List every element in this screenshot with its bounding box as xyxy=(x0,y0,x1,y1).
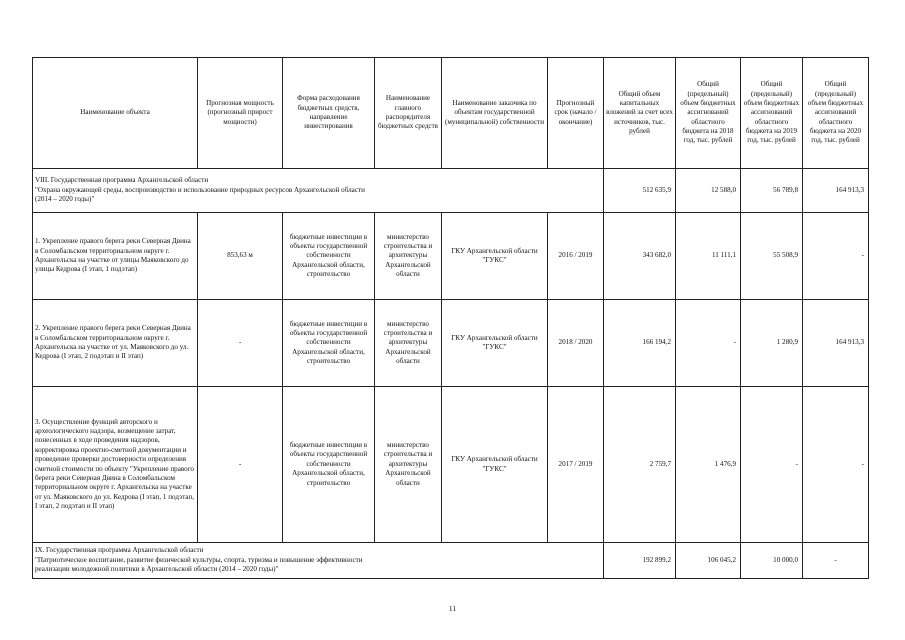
program-budget-2019: 56 789,8 xyxy=(741,169,803,213)
table-row xyxy=(33,387,869,543)
budget-2020: - xyxy=(803,387,869,543)
object-name: 1. Укрепление правого берега реки Северная Двина в Соломбальском территориальном округе г. Архангельска на участке от улицы Маяковского до улицы Кедрова (I этап, 1 подэтап) xyxy=(33,213,198,300)
object-name: 2. Укрепление правого берега реки Северная Двина в Соломбальском территориальном округе г. Архангельска на участке от ул. Маяковского до ул. Кедрова (I этап, 2 подэтап и II этап) xyxy=(33,300,198,387)
customer: ГКУ Архангельской области "ГУКС" xyxy=(442,300,548,387)
program-row xyxy=(33,543,869,579)
capacity: 853,63 м xyxy=(198,213,283,300)
program-total: 192 899,2 xyxy=(604,543,676,579)
customer: ГКУ Архангельской области "ГУКС" xyxy=(442,387,548,543)
header-term: Прогнозный срок (начало / окончание) xyxy=(548,58,604,169)
spending-form: бюджетные инвестиции в объекты государственной собственности Архангельской области, строительство xyxy=(283,387,375,543)
spending-form: бюджетные инвестиции в объекты государственной собственности Архангельской области, строительство xyxy=(283,213,375,300)
header-total-investment: Общий объем капитальных вложений за счет всех источников, тыс. рублей xyxy=(604,58,676,169)
customer: ГКУ Архангельской области "ГУКС" xyxy=(442,213,548,300)
term: 2016 / 2019 xyxy=(548,213,604,300)
table-row xyxy=(33,300,869,387)
term: 2017 / 2019 xyxy=(548,387,604,543)
budget-2019: - xyxy=(741,387,803,543)
header-object-name: Наименование объекта xyxy=(33,58,198,169)
capacity: - xyxy=(198,387,283,543)
header-customer: Наименование заказчика по объектам государственной (муниципальной) собственности xyxy=(442,58,548,169)
object-name: 3. Осуществление функций авторского и археологического надзора, возмещение затрат, понесенных в ходе проведения надзоров, корректировка проектно-сметной документации и проведение проверки достоверности определения сметной стоимости по объекту "Укрепление правого берега реки Северная Двина в Соломбальском территориальном округе г. Архангельска на участке от ул. Маяковского до ул. Кедрова (I этап, 1 подэтап, I этап, 2 подэтап и II этап) xyxy=(33,387,198,543)
budget-manager: министерство строительства и архитектуры Архангельской области xyxy=(375,387,442,543)
program-title-line: "Патриотическое воспитание, развитие физической культуры, спорта, туризма и повышение эффективности xyxy=(35,555,363,564)
program-title-line: (2014 – 2020 годы)" xyxy=(35,195,95,204)
header-budget-2018: Общий (предельный) объем бюджетных ассигнований областного бюджета на 2018 год, тыс. рублей xyxy=(676,58,741,169)
header-spending-form: Форма расходования бюджетных средств, направление инвестирования xyxy=(283,58,375,169)
capital-investment-table xyxy=(32,57,869,579)
program-budget-2019: 10 000,0 xyxy=(741,543,803,579)
budget-manager: министерство строительства и архитектуры Архангельской области xyxy=(375,300,442,387)
page-number: 11 xyxy=(448,604,457,613)
program-budget-2020: - xyxy=(803,543,869,579)
header-capacity: Прогнозная мощность (прогнозный прирост мощности) xyxy=(198,58,283,169)
total-investment: 343 682,0 xyxy=(604,213,676,300)
program-budget-2020: 164 913,3 xyxy=(803,169,869,213)
program-budget-2018: 106 045,2 xyxy=(676,543,741,579)
program-row xyxy=(33,169,869,213)
table-header-row xyxy=(33,58,869,169)
program-title xyxy=(33,169,604,213)
program-title-line: "Охрана окружающей среды, воспроизводство и использование природных ресурсов Архангельской области xyxy=(35,185,365,194)
budget-manager: министерство строительства и архитектуры Архангельской области xyxy=(375,213,442,300)
total-investment: 166 194,2 xyxy=(604,300,676,387)
program-title-line: IX. Государственная программа Архангельской области xyxy=(35,546,204,555)
term: 2018 / 2020 xyxy=(548,300,604,387)
header-budget-2020: Общий (предельный) объем бюджетных ассигнований областного бюджета на 2020 год, тыс. рублей xyxy=(803,58,869,169)
header-budget-manager: Наименование главного распорядителя бюджетных средств xyxy=(375,58,442,169)
header-budget-2019: Общий (предельный) объем бюджетных ассигнований областного бюджета на 2019 год, тыс. рублей xyxy=(741,58,803,169)
program-title-line: реализации молодежной политики в Архангельской области (2014 – 2020 годы)" xyxy=(35,565,279,574)
program-title-line: VIII. Государственная программа Архангельской области xyxy=(35,176,209,185)
program-total: 512 635,9 xyxy=(604,169,676,213)
budget-2018: - xyxy=(676,300,741,387)
program-title xyxy=(33,543,604,579)
budget-2018: 11 111,1 xyxy=(676,213,741,300)
budget-2020: 164 913,3 xyxy=(803,300,869,387)
capacity: - xyxy=(198,300,283,387)
total-investment: 2 759,7 xyxy=(604,387,676,543)
program-budget-2018: 12 588,0 xyxy=(676,169,741,213)
table-row xyxy=(33,213,869,300)
spending-form: бюджетные инвестиции в объекты государственной собственности Архангельской области, строительство xyxy=(283,300,375,387)
budget-2019: 1 280,9 xyxy=(741,300,803,387)
budget-2019: 55 508,9 xyxy=(741,213,803,300)
budget-2020: - xyxy=(803,213,869,300)
budget-2018: 1 476,9 xyxy=(676,387,741,543)
